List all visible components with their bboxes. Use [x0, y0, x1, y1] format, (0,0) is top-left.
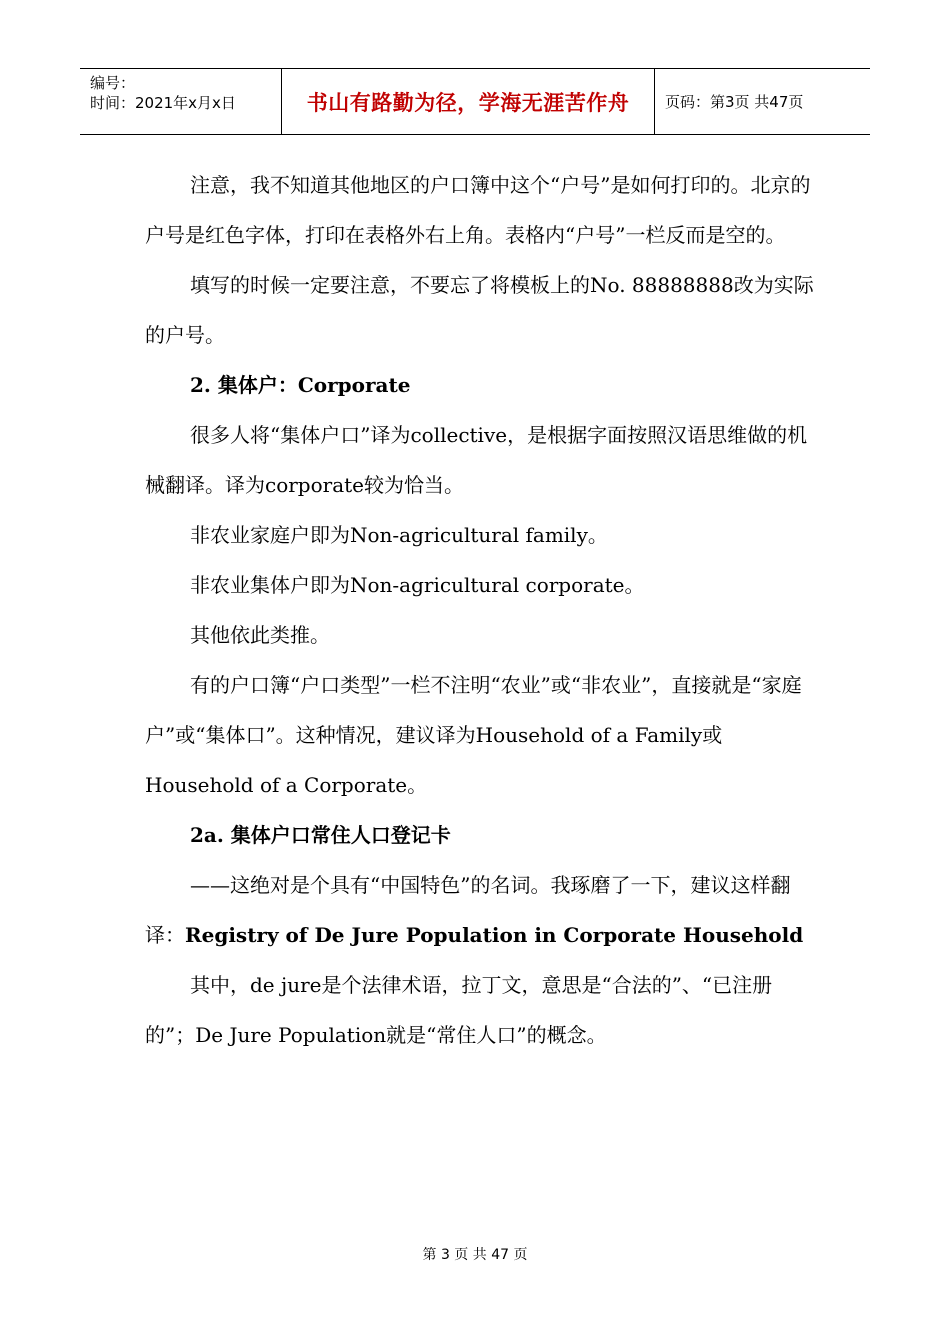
paragraph-registry-translation	[145, 860, 815, 960]
document-body	[145, 160, 815, 1060]
section-heading-corporate: 2. 集体户：Corporate	[190, 373, 411, 397]
header-page-info: 页码：第3页 共47页	[665, 93, 804, 111]
document-number-label: 编号：	[90, 74, 136, 92]
paragraph-fill-reminder: 填写的时候一定要注意，不要忘了将模板上的No. 88888888改为实际的户号。	[145, 273, 814, 347]
paragraph-collective-translation: 很多人将“集体户口”译为collective，是根据字面按照汉语思维做的机械翻译。译为corporate较为恰当。	[145, 423, 808, 497]
paragraph-non-agricultural-corporate: 非农业集体户即为Non-agricultural corporate。	[190, 573, 645, 597]
section-heading-registry-card: 2a. 集体户口常住人口登记卡	[190, 823, 451, 847]
page-footer: 第 3 页 共 47 页	[422, 1247, 528, 1263]
paragraph-household-type: 有的户口簿“户口类型”一栏不注明“农业”或“非农业”，直接就是“家庭户”或“集体口”。这种情况，建议译为Household of a Family或Household of a Corporate。	[145, 673, 802, 797]
paragraph-analogy: 其他依此类推。	[190, 623, 330, 647]
header-meta-cell	[80, 69, 282, 134]
registry-translation-bold: Registry of De Jure Population in Corporate Household	[185, 923, 804, 947]
page-header	[80, 68, 870, 135]
registry-intro-text: ——这绝对是个具有“中国特色”的名词。我琢磨了一下，建议这样翻译：	[145, 873, 791, 947]
paragraph-household-number-note: 注意，我不知道其他地区的户口簿中这个“户号”是如何打印的。北京的户号是红色字体，打印在表格外右上角。表格内“户号”一栏反而是空的。	[145, 173, 811, 247]
document-time-label: 时间：2021年x月x日	[90, 94, 236, 112]
paragraph-de-jure-explanation: 其中，de jure是个法律术语，拉丁文，意思是“合法的”、“已注册的”；De Jure Population就是“常住人口”的概念。	[145, 973, 773, 1047]
paragraph-non-agricultural-family: 非农业家庭户即为Non-agricultural family。	[190, 523, 608, 547]
header-motto: 书山有路勤为径，学海无涯苦作舟	[282, 69, 655, 134]
